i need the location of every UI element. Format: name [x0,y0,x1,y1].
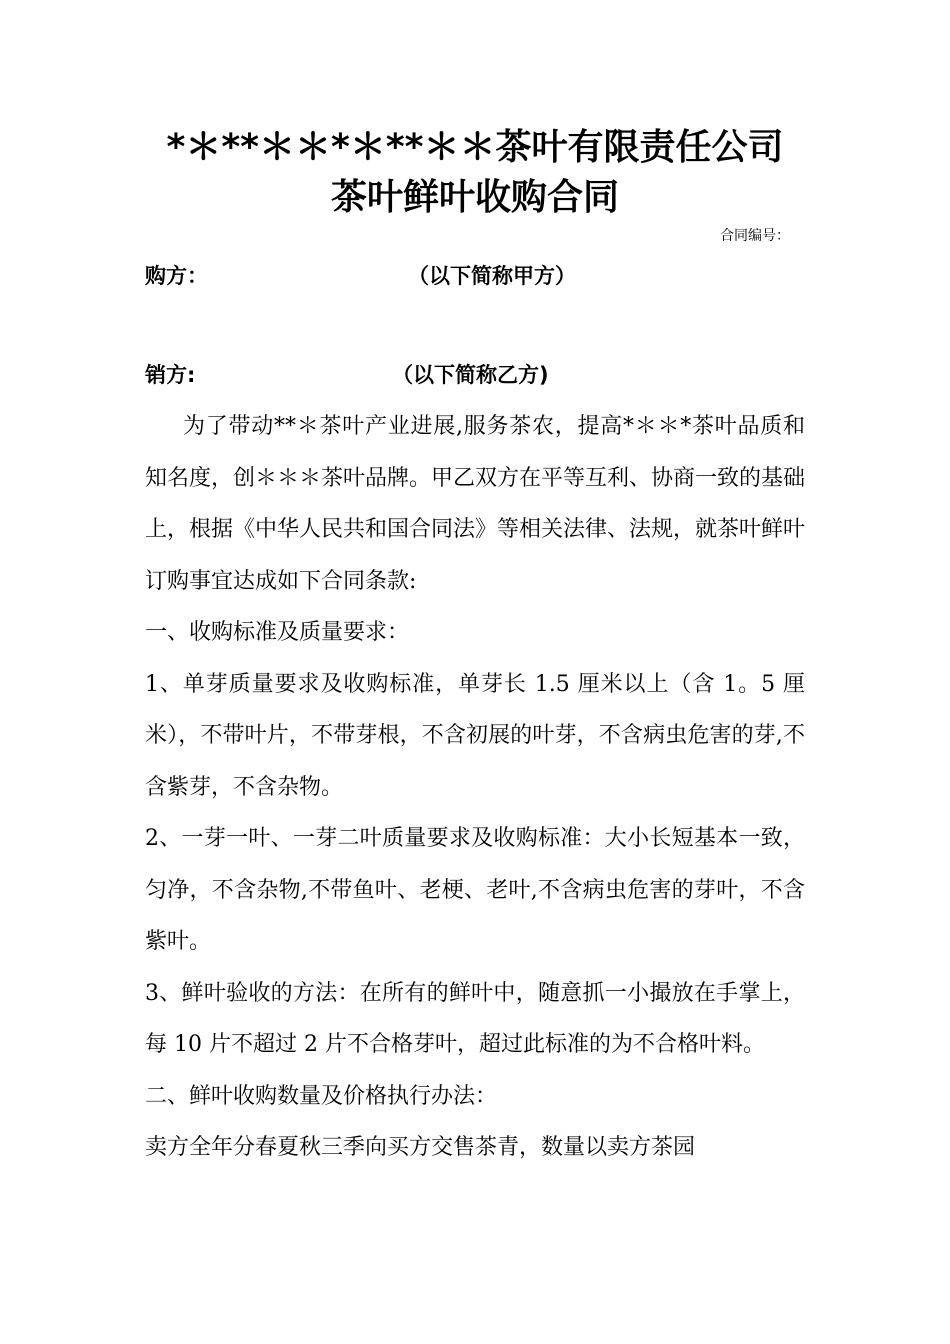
clause-1: 1、单芽质量要求及收购标准，单芽长 1.5 厘米以上（含 1。5 厘米），不带叶片，不带芽根，不含初展的叶芽，不含病虫危害的芽,不含紫芽，不含杂物。 [145,671,805,800]
contract-title: 茶叶鲜叶收购合同 [330,177,619,218]
section-2-paragraph: 卖方全年分春夏秋三季向买方交售茶青，数量以卖方茶园 [145,1135,696,1160]
clause-3: 3、鲜叶验收的方法：在所有的鲜叶中，随意抓一小撮放在手掌上，每 10 片不超过 2 片不合格芽叶，超过此标准的为不合格叶料。 [145,980,805,1057]
buyer-note: （以下简称甲方） [408,264,576,288]
contract-body [145,401,805,1174]
clause-2: 2、一芽一叶、一芽二叶质量要求及收购标准：大小长短基本一致，匀净，不含杂物,不带鱼叶、老梗、老叶,不含病虫危害的芽叶，不含紫叶。 [145,826,805,954]
buyer-label: 购方： [145,264,208,288]
contract-number-label: 合同编号： [720,228,790,244]
intro-paragraph: 为了带动**＊茶叶产业进展,服务茶农，提高*＊＊*茶叶品质和知名度，创＊＊＊茶叶品牌。甲乙双方在平等互利、协商一致的基础上，根据《中华人民共和国合同法》等相关法律、法规，就茶叶鲜叶订购事宜达成如下合同条款: [145,414,806,594]
company-title: *＊**＊＊*＊**＊＊茶叶有限责任公司 [166,127,784,168]
seller-label: 销方: [145,363,196,387]
seller-note: （以下简称乙方) [392,363,549,387]
section-heading-1: 一、收购标准及质量要求： [145,620,410,645]
section-heading-2: 二、鲜叶收购数量及价格执行办法： [145,1083,498,1109]
